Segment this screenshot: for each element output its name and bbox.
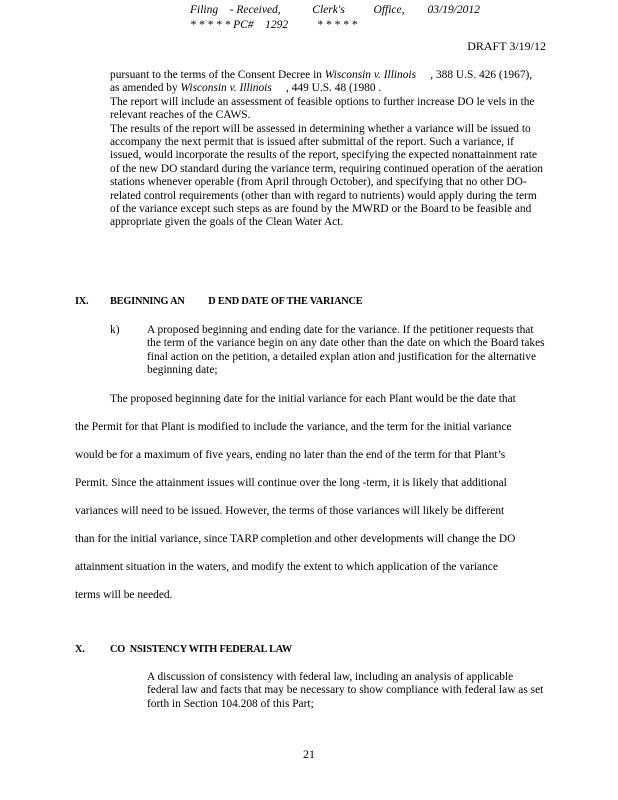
draft-date: DRAFT 3/19/12 [467,39,546,53]
report-results-paragraph: The results of the report will be assessed in determining whether a variance will be issued to accompany the next permit that is issued after submittal of the report. Such a variance, if issued, would incorporate the results of the report, specifying the expected nonattainment rate of the new DO standard during the variance term, requiring continued operation of the aeration stations whenever operable (from April through October), and specifying that no other DO-related control requirements (other than with regard to nutrients) would apply during the term of the variance except such steps as are found by the MWRD or the Board to be feasible and appropriate given the goals of the Clean Water Act. [110,122,544,229]
pc-number-stamp-line: * * * * * PC# 1292 * * * * * [190,19,358,31]
amended-by-line: as amended by Wisconsin v. Illinois , 449 U.S. 48 (1980 . [110,82,382,95]
body-line: The proposed beginning date for the initial variance for each Plant would be the date that [110,393,516,405]
body-line: terms will be needed. [75,589,173,601]
case-name: Wisconsin v. Illinois [180,82,272,95]
body-line: attainment situation in the waters, and modify the extent to which application of the variance [75,561,498,573]
section-8-continuation [110,69,546,230]
section-10-number: X. [75,644,85,655]
item-text: A proposed beginning and ending date for the variance. If the petitioner requests that the term of the variance begin on any date other than the date on which the Board takes final action on the petition, a detailed explan ation and justification for the alternative beginning date; [147,324,545,377]
body-line: would be for a maximum of five years, ending no later than the end of the term for that Plant’s [75,449,506,461]
page-number: 21 [303,747,315,761]
case-name: Wisconsin v. Illinois [324,69,417,81]
item-label: k) [110,324,120,336]
body-line: Permit. Since the attainment issues will continue over the long -term, it is likely that additional [75,477,507,489]
body-line: variances will need to be issued. However, the terms of those variances will likely be different [75,505,505,517]
body-line: than for the initial variance, since TARP completion and other developments will change the DO [75,533,516,545]
requirement-item-k [110,324,550,378]
filing-stamp-line: Filing - Received, Clerk's Office, 03/19/2012 [190,4,480,16]
section-9-number: IX. [75,296,89,307]
body-line: the Permit for that Plant is modified to include the variance, and the term for the initial variance [75,421,512,433]
section-9-title: BEGINNING AN D END DATE OF THE VARIANCE [110,296,363,307]
section-10-body: A discussion of consistency with federal law, including an analysis of applicable federal law and facts that may be necessary to show compliance with federal law as set forth in Section 104.208 of this Part; [147,671,544,710]
report-assessment-paragraph: The report will include an assessment of feasible options to further increase DO le vels in the relevant reaches of the CAWS. [110,95,535,122]
consent-decree-line: pursuant to the terms of the Consent Decree in Wisconsin v. Illinois , 388 U.S. 426 (1967), [110,69,533,81]
section-10-title: CO NSISTENCY WITH FEDERAL LAW [110,644,292,655]
